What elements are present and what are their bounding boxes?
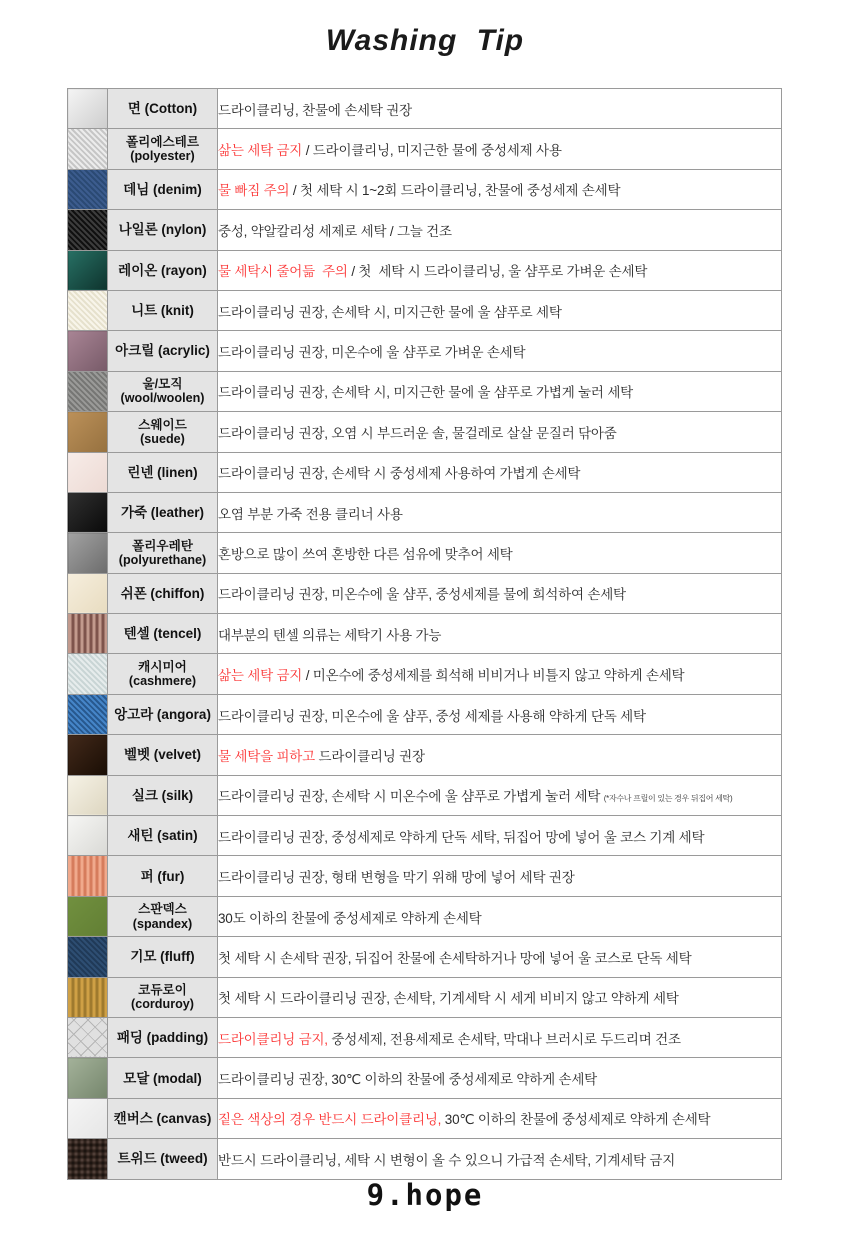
washing-instruction: 물 세탁시 줄어듦 주의 / 첫 세탁 시 드라이클리닝, 울 샴푸로 가벼운 손세탁 — [218, 250, 782, 290]
fabric-name: 면 (Cotton) — [108, 89, 218, 129]
washing-instruction: 삶는 세탁 금지 / 드라이클리닝, 미지근한 물에 중성세제 사용 — [218, 129, 782, 169]
washing-instruction: 첫 세탁 시 드라이클리닝 권장, 손세탁, 기계세탁 시 세게 비비지 않고 약하게 세탁 — [218, 977, 782, 1017]
fabric-name: 트위드 (tweed) — [108, 1139, 218, 1179]
table-row — [68, 1017, 782, 1057]
table-row — [68, 694, 782, 734]
silk-swatch — [68, 775, 108, 815]
table-row — [68, 412, 782, 452]
washing-instruction: 드라이클리닝 권장, 미온수에 울 샴푸, 중성 세제를 사용해 약하게 단독 세탁 — [218, 694, 782, 734]
table-row — [68, 1058, 782, 1098]
fabric-name: 나일론 (nylon) — [108, 210, 218, 250]
washing-instruction: 반드시 드라이클리닝, 세탁 시 변형이 올 수 있으니 가급적 손세탁, 기계세탁 금지 — [218, 1139, 782, 1179]
modal-swatch — [68, 1058, 108, 1098]
table-row — [68, 775, 782, 815]
washing-instruction: 삶는 세탁 금지 / 미온수에 중성세제를 희석해 비비거나 비틀지 않고 약하게 손세탁 — [218, 654, 782, 694]
table-row — [68, 573, 782, 613]
fabric-name: 데님 (denim) — [108, 169, 218, 209]
washing-instruction: 드라이클리닝 권장, 중성세제로 약하게 단독 세탁, 뒤집어 망에 넣어 울 코스 기계 세탁 — [218, 816, 782, 856]
nylon-swatch — [68, 210, 108, 250]
washing-instruction: 중성, 약알칼리성 세제로 세탁 / 그늘 건조 — [218, 210, 782, 250]
table-row — [68, 452, 782, 492]
fabric-name: 레이온 (rayon) — [108, 250, 218, 290]
washing-instruction: 드라이클리닝 권장, 손세탁 시 미온수에 울 샴푸로 가볍게 눌러 세탁 (*자수나 프릴이 있는 경우 뒤집어 세탁) — [218, 775, 782, 815]
table-row — [68, 735, 782, 775]
washing-instruction: 물 세탁을 피하고 드라이클리닝 권장 — [218, 735, 782, 775]
fabric-name: 벨벳 (velvet) — [108, 735, 218, 775]
table-row — [68, 856, 782, 896]
table-row — [68, 210, 782, 250]
table-row — [68, 1098, 782, 1138]
rayon-swatch — [68, 250, 108, 290]
canvas-swatch — [68, 1098, 108, 1138]
fabric-name: 폴리우레탄 (polyurethane) — [108, 533, 218, 573]
spandex-swatch — [68, 896, 108, 936]
velvet-swatch — [68, 735, 108, 775]
fabric-name: 스웨이드 (suede) — [108, 412, 218, 452]
fabric-name: 아크릴 (acrylic) — [108, 331, 218, 371]
fabric-name: 쉬폰 (chiffon) — [108, 573, 218, 613]
table-row — [68, 129, 782, 169]
washing-instruction: 혼방으로 많이 쓰여 혼방한 다른 섬유에 맞추어 세탁 — [218, 533, 782, 573]
cashmere-swatch — [68, 654, 108, 694]
fabric-name: 울/모직 (wool/woolen) — [108, 371, 218, 411]
table-row — [68, 896, 782, 936]
fluff-swatch — [68, 937, 108, 977]
fabric-name: 니트 (knit) — [108, 290, 218, 330]
washing-instruction: 드라이클리닝 권장, 30℃ 이하의 찬물에 중성세제로 약하게 손세탁 — [218, 1058, 782, 1098]
table-row — [68, 89, 782, 129]
fabric-name: 캔버스 (canvas) — [108, 1098, 218, 1138]
satin-swatch — [68, 816, 108, 856]
chiffon-swatch — [68, 573, 108, 613]
washing-instruction: 드라이클리닝, 찬물에 손세탁 권장 — [218, 89, 782, 129]
fur-swatch — [68, 856, 108, 896]
acrylic-swatch — [68, 331, 108, 371]
washing-instruction: 드라이클리닝 권장, 손세탁 시, 미지근한 물에 울 샴푸로 가볍게 눌러 세탁 — [218, 371, 782, 411]
fabric-name: 폴리에스테르 (polyester) — [108, 129, 218, 169]
washing-tip-table — [67, 88, 782, 1180]
fabric-name: 코듀로이 (corduroy) — [108, 977, 218, 1017]
washing-instruction: 드라이클리닝 권장, 오염 시 부드러운 솔, 물걸레로 살살 문질러 닦아줌 — [218, 412, 782, 452]
table-row — [68, 816, 782, 856]
table-row — [68, 937, 782, 977]
table-row — [68, 1139, 782, 1179]
tweed-swatch — [68, 1139, 108, 1179]
page-title: Washing Tip — [325, 24, 525, 57]
washing-instruction: 첫 세탁 시 손세탁 권장, 뒤집어 찬물에 손세탁하거나 망에 넣어 울 코스로 단독 세탁 — [218, 937, 782, 977]
polyester-swatch — [68, 129, 108, 169]
cotton-swatch — [68, 89, 108, 129]
tencel-swatch — [68, 614, 108, 654]
table-row — [68, 290, 782, 330]
table-row — [68, 654, 782, 694]
table-row — [68, 977, 782, 1017]
fabric-name: 기모 (fluff) — [108, 937, 218, 977]
washing-instruction: 30도 이하의 찬물에 중성세제로 약하게 손세탁 — [218, 896, 782, 936]
fabric-name: 린넨 (linen) — [108, 452, 218, 492]
fabric-name: 텐셀 (tencel) — [108, 614, 218, 654]
corduroy-swatch — [68, 977, 108, 1017]
knit-swatch — [68, 290, 108, 330]
suede-swatch — [68, 412, 108, 452]
linen-swatch — [68, 452, 108, 492]
padding-swatch — [68, 1017, 108, 1057]
fabric-name: 가죽 (leather) — [108, 492, 218, 532]
angora-swatch — [68, 694, 108, 734]
fabric-name: 모달 (modal) — [108, 1058, 218, 1098]
washing-instruction: 드라이클리닝 권장, 형태 변형을 막기 위해 망에 넣어 세탁 권장 — [218, 856, 782, 896]
washing-instruction: 드라이클리닝 권장, 손세탁 시 중성세제 사용하여 가볍게 손세탁 — [218, 452, 782, 492]
wool-swatch — [68, 371, 108, 411]
washing-instruction: 드라이클리닝 금지, 중성세제, 전용세제로 손세탁, 막대나 브러시로 두드리며 건조 — [218, 1017, 782, 1057]
washing-instruction: 드라이클리닝 권장, 미온수에 울 샴푸로 가벼운 손세탁 — [218, 331, 782, 371]
washing-instruction: 물 빠짐 주의 / 첫 세탁 시 1~2회 드라이클리닝, 찬물에 중성세제 손세탁 — [218, 169, 782, 209]
fabric-name: 실크 (silk) — [108, 775, 218, 815]
denim-swatch — [68, 169, 108, 209]
washing-instruction: 짙은 색상의 경우 반드시 드라이클리닝, 30℃ 이하의 찬물에 중성세제로 약하게 손세탁 — [218, 1098, 782, 1138]
table-row — [68, 331, 782, 371]
leather-swatch — [68, 492, 108, 532]
table-row — [68, 250, 782, 290]
table-row — [68, 533, 782, 573]
fabric-name: 캐시미어 (cashmere) — [108, 654, 218, 694]
fabric-name: 패딩 (padding) — [108, 1017, 218, 1057]
brand-logo: 9.hope — [366, 1178, 484, 1212]
table-row — [68, 492, 782, 532]
table-row — [68, 169, 782, 209]
table-row — [68, 614, 782, 654]
table-row — [68, 371, 782, 411]
washing-instruction: 오염 부분 가죽 전용 클리너 사용 — [218, 492, 782, 532]
fabric-name: 새틴 (satin) — [108, 816, 218, 856]
fabric-name: 스판덱스 (spandex) — [108, 896, 218, 936]
fabric-name: 퍼 (fur) — [108, 856, 218, 896]
washing-instruction: 대부분의 텐셀 의류는 세탁기 사용 가능 — [218, 614, 782, 654]
washing-instruction: 드라이클리닝 권장, 미온수에 울 샴푸, 중성세제를 물에 희석하여 손세탁 — [218, 573, 782, 613]
table-body — [68, 89, 782, 1180]
polyurethane-swatch — [68, 533, 108, 573]
washing-instruction: 드라이클리닝 권장, 손세탁 시, 미지근한 물에 울 샴푸로 세탁 — [218, 290, 782, 330]
fabric-name: 앙고라 (angora) — [108, 694, 218, 734]
